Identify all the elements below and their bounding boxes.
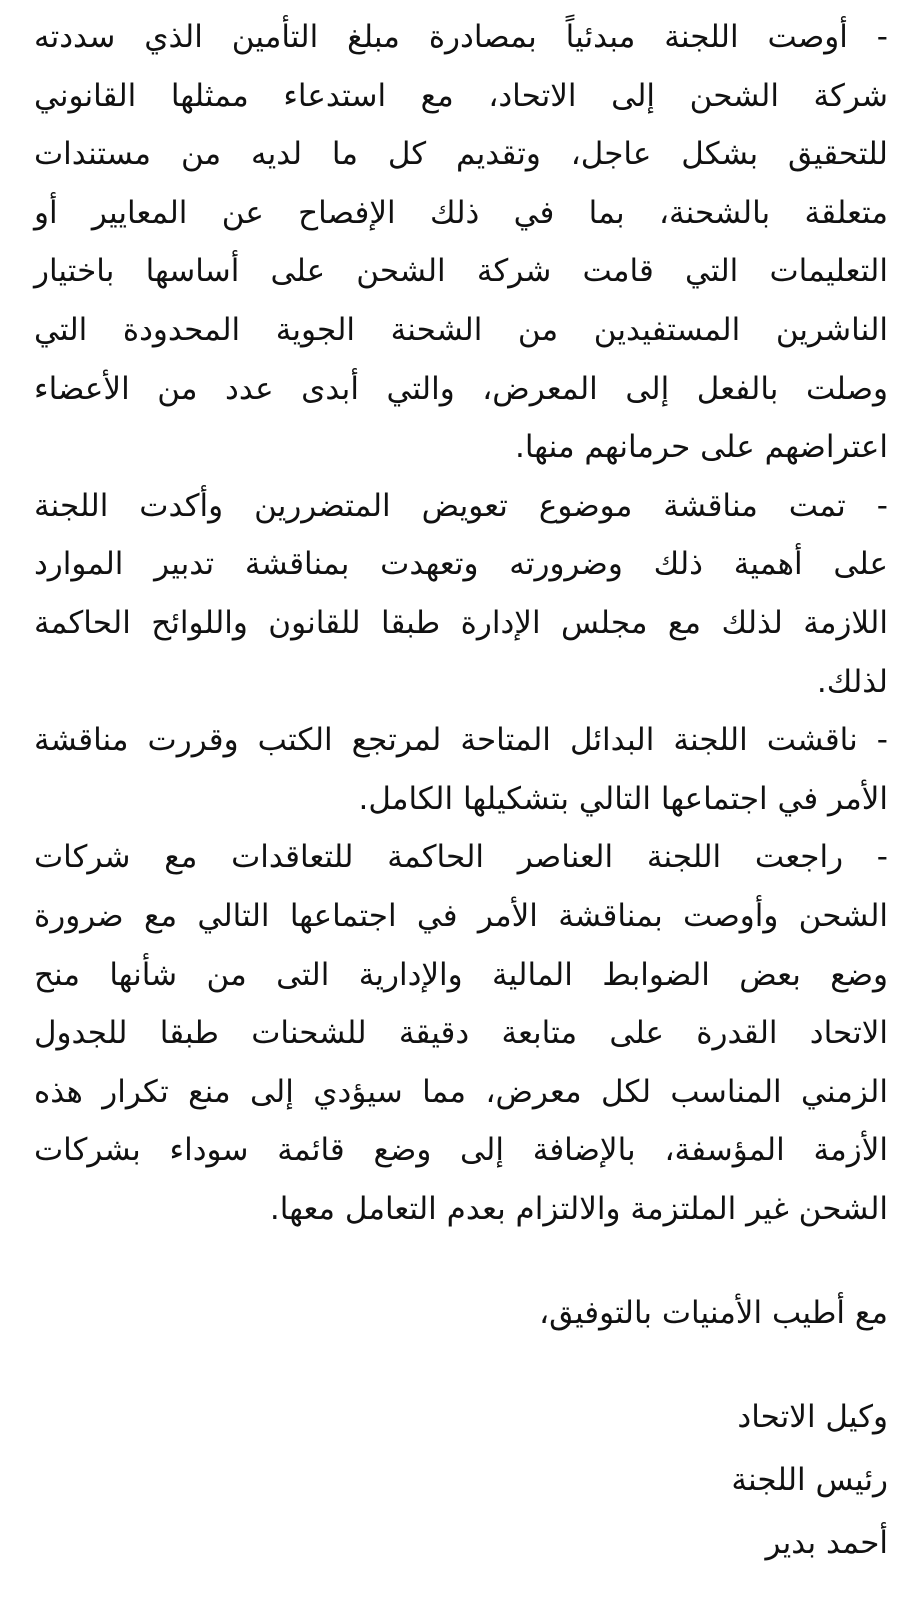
- text-line: اللازمة لذلك مع مجلس الإدارة طبقا للقانون واللوائح الحاكمة: [34, 604, 888, 641]
- text-line: اعتراضهم على حرمانهم منها.: [515, 429, 888, 466]
- text-line: الأمر في اجتماعها التالي بتشكيلها الكامل.: [358, 780, 888, 817]
- text-line: متعلقة بالشحنة، بما في ذلك الإفصاح عن المعايير أو: [34, 194, 888, 231]
- text-line: الأزمة المؤسفة، بالإضافة إلى وضع قائمة سوداء بشركات: [34, 1132, 888, 1169]
- text-line: الشحن وأوصت بمناقشة الأمر في اجتماعها التالي مع ضرورة: [34, 897, 888, 934]
- signature-title: وكيل الاتحاد: [737, 1399, 888, 1435]
- text-line: - تمت مناقشة موضوع تعويض المتضررين وأكدت اللجنة: [34, 487, 888, 524]
- text-line: للتحقيق بشكل عاجل، وتقديم كل ما لديه من مستندات: [34, 136, 888, 173]
- text-line: لذلك.: [816, 663, 888, 700]
- text-line: الزمني المناسب لكل معرض، مما سيؤدي إلى منع تكرار هذه: [34, 1073, 888, 1110]
- text-line: التعليمات التي قامت شركة الشحن على أساسها باختيار: [34, 253, 888, 290]
- signature-name: أحمد بدير: [765, 1525, 888, 1561]
- document-body: [34, 8, 888, 1238]
- closing-line: مع أطيب الأمنيات بالتوفيق،: [539, 1295, 888, 1331]
- signature-role: رئيس اللجنة: [731, 1462, 888, 1498]
- text-line: الاتحاد القدرة على متابعة دقيقة للشحنات طبقا للجدول: [34, 1015, 888, 1052]
- text-line: شركة الشحن إلى الاتحاد، مع استدعاء ممثلها القانوني: [34, 77, 888, 114]
- signature-block: [34, 1386, 888, 1575]
- text-line: - راجعت اللجنة العناصر الحاكمة للتعاقدات مع شركات: [34, 839, 888, 876]
- text-line: الشحن غير الملتزمة والالتزام بعدم التعامل معها.: [269, 1190, 888, 1227]
- text-line: وضع بعض الضوابط المالية والإدارية التى من شأنها منح: [34, 956, 888, 993]
- text-line: - أوصت اللجنة مبدئياً بمصادرة مبلغ التأمين الذي سددته: [34, 19, 888, 55]
- text-line: على أهمية ذلك وضرورته وتعهدت بمناقشة تدبير الموارد: [34, 546, 888, 583]
- text-line: وصلت بالفعل إلى المعرض، والتي أبدى عدد من الأعضاء: [34, 370, 888, 407]
- text-line: - ناقشت اللجنة البدائل المتاحة لمرتجع الكتب وقررت مناقشة: [34, 722, 888, 759]
- text-line: الناشرين المستفيدين من الشحنة الجوية المحدودة التي: [34, 311, 888, 348]
